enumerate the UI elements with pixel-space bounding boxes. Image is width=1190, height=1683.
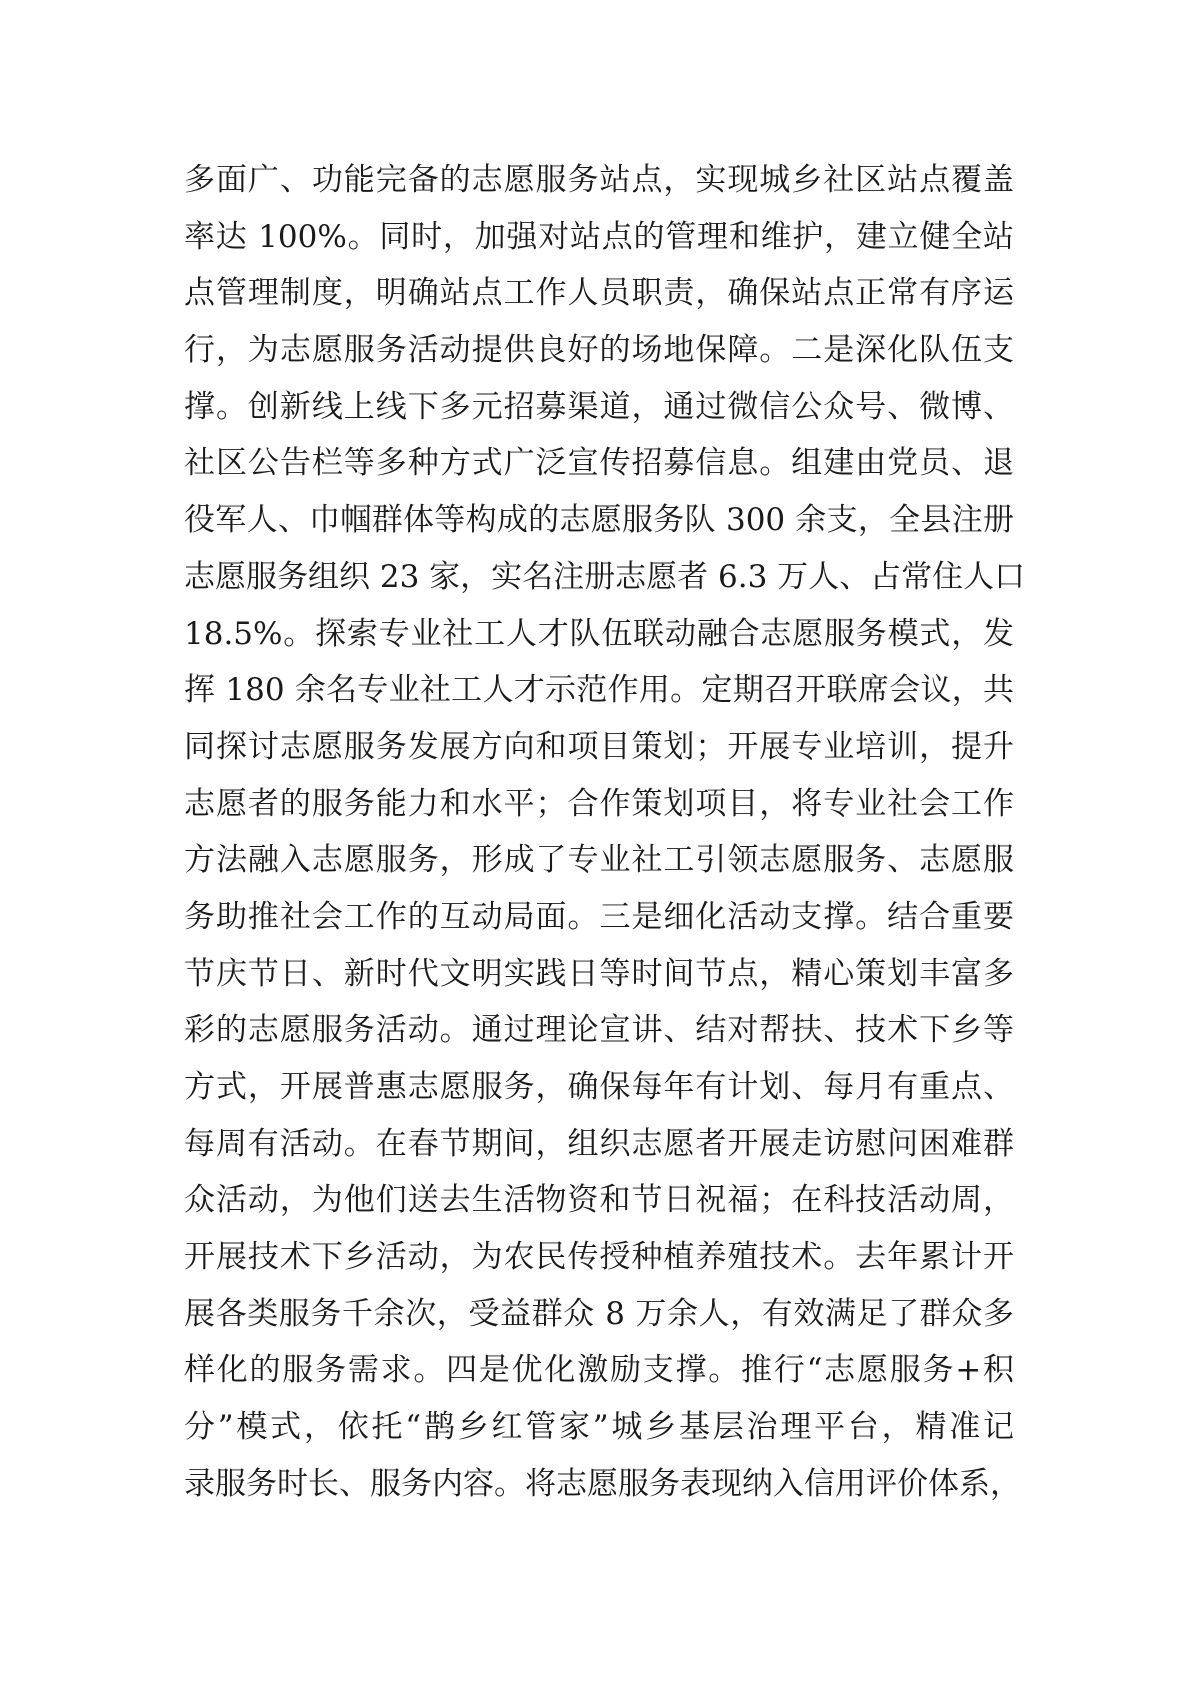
text-line: 多面广、功能完备的志愿服务站点，实现城乡社区站点覆盖: [184, 162, 1014, 198]
text-line: 彩的志愿服务活动。通过理论宣讲、结对帮扶、技术下乡等: [184, 1012, 1014, 1049]
text-line: 录服务时长、服务内容。将志愿服务表现纳入信用评价体系，: [184, 1465, 1021, 1502]
text-line: 分”模式，依托“鹊乡红管家”城乡基层治理平台，精准记: [184, 1409, 1014, 1446]
text-line: 点管理制度，明确站点工作人员职责，确保站点正常有序运: [184, 275, 1014, 312]
text-line: 社区公告栏等多种方式广泛宣传招募信息。组建由党员、退: [184, 445, 1014, 482]
text-line: 方法融入志愿服务，形成了专业社工引领志愿服务、志愿服: [184, 842, 1014, 879]
text-line: 方式，开展普惠志愿服务，确保每年有计划、每月有重点、: [184, 1069, 1014, 1105]
text-line: 展各类服务千余次，受益群众 8 万余人，有效满足了群众多: [184, 1295, 1014, 1332]
text-line: 开展技术下乡活动，为农民传授种植养殖技术。去年累计开: [184, 1239, 1014, 1276]
text-line: 志愿者的服务能力和水平；合作策划项目，将专业社会工作: [184, 785, 1014, 822]
text-line: 每周有活动。在春节期间，组织志愿者开展走访慰问困难群: [184, 1125, 1014, 1162]
text-line: 行，为志愿服务活动提供良好的场地保障。二是深化队伍支: [184, 332, 1014, 369]
text-line: 节庆节日、新时代文明实践日等时间节点，精心策划丰富多: [184, 955, 1014, 992]
text-line: 众活动，为他们送去生活物资和节日祝福；在科技活动周，: [184, 1182, 1014, 1219]
text-line: 18.5%。探索专业社工人才队伍联动融合志愿服务模式，发: [184, 615, 1014, 652]
text-line: 志愿服务组织 23 家，实名注册志愿者 6.3 万人、占常住人口: [184, 558, 1026, 595]
text-line: 役军人、巾帼群体等构成的志愿服务队 300 余支，全县注册: [184, 502, 1014, 539]
text-line: 撑。创新线上线下多元招募渠道，通过微信公众号、微博、: [184, 388, 1014, 425]
text-line: 挥 180 余名专业社工人才示范作用。定期召开联席会议，共: [184, 672, 1014, 709]
body-paragraph: [184, 152, 1026, 1513]
text-line: 务助推社会工作的互动局面。三是细化活动支撑。结合重要: [184, 898, 1014, 935]
text-line: 同探讨志愿服务发展方向和项目策划；开展专业培训，提升: [184, 728, 1014, 765]
text-line: 样化的服务需求。四是优化激励支撑。推行“志愿服务+积: [184, 1352, 1014, 1389]
text-line: 率达 100%。同时，加强对站点的管理和维护，建立健全站: [184, 218, 1014, 255]
